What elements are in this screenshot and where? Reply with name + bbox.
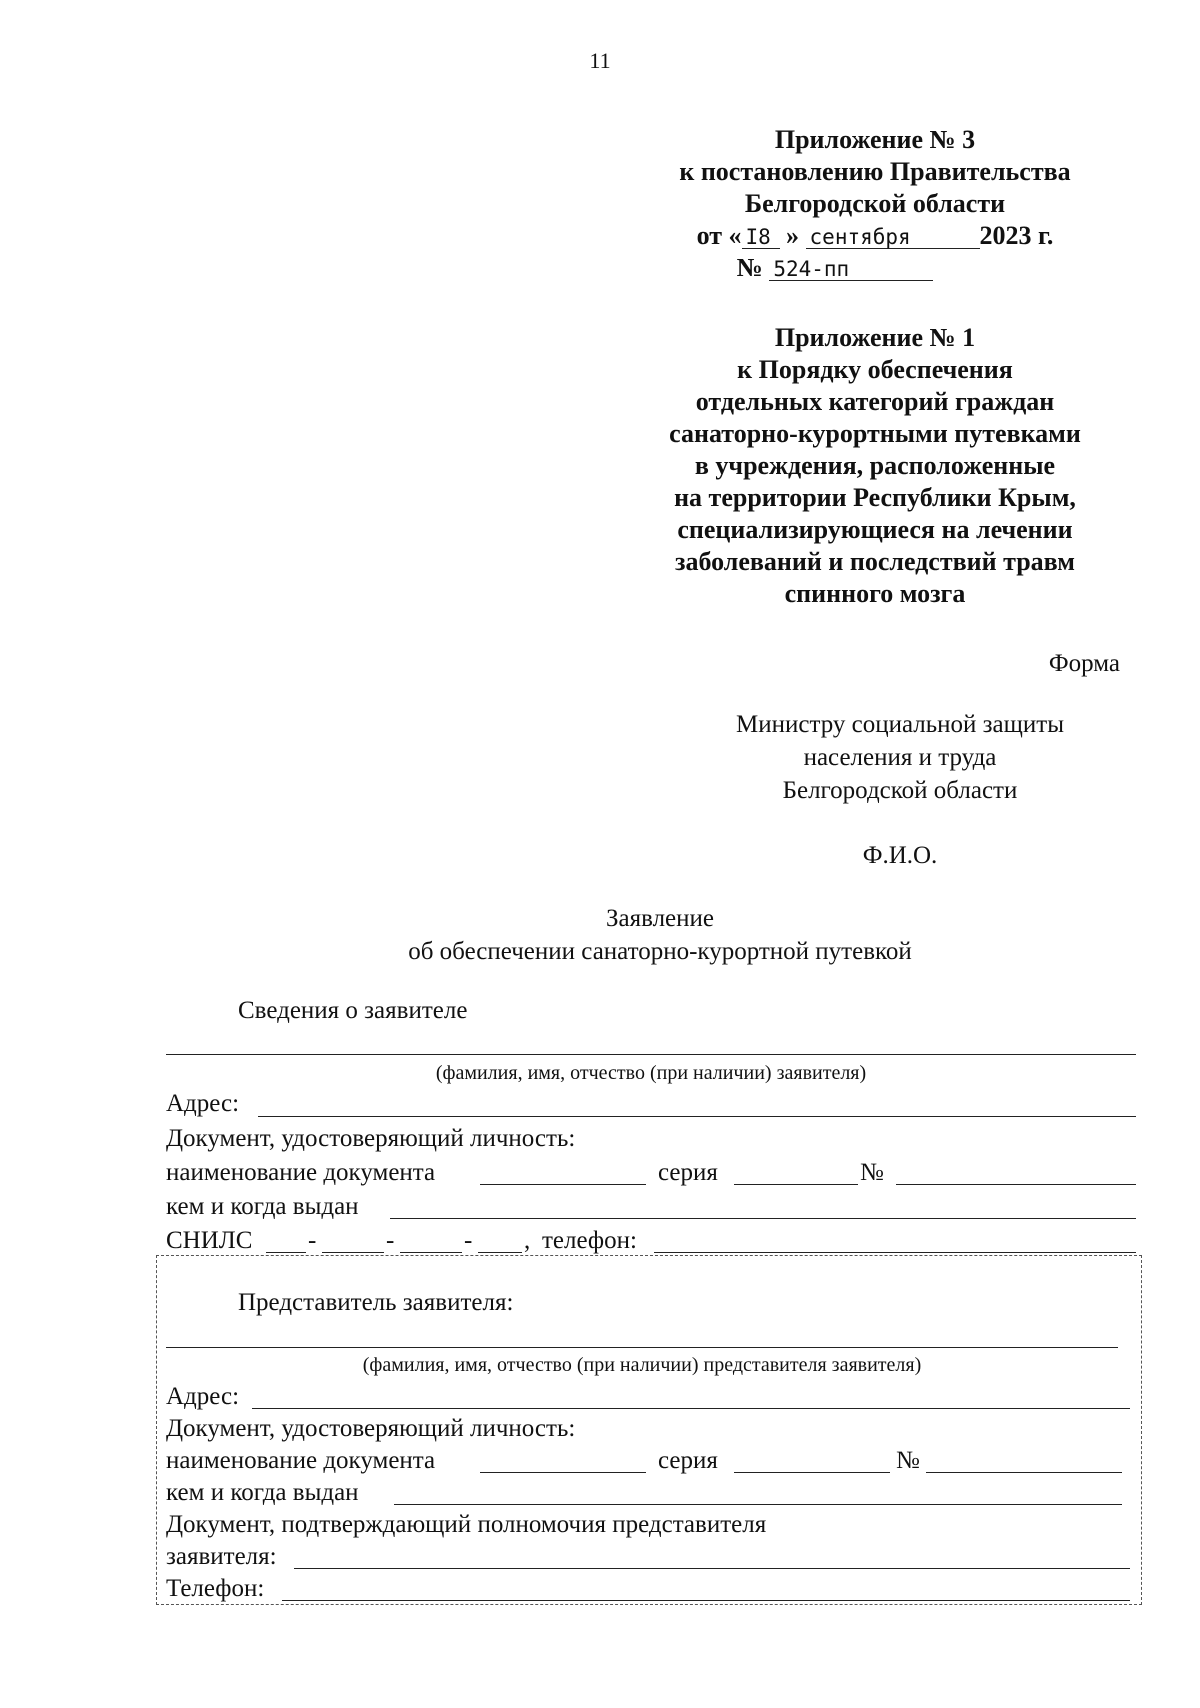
- snils-dash: -: [308, 1227, 317, 1254]
- snils-part-2[interactable]: [322, 1252, 384, 1253]
- snils-part-3[interactable]: [400, 1252, 462, 1253]
- appendix-1-line: в учреждения, расположенные: [694, 451, 1056, 480]
- appendix-1-line: Приложение № 1: [774, 323, 976, 352]
- appendix-3-number-line: [640, 252, 1110, 284]
- applicant-doc-name-label: наименование документа: [166, 1159, 436, 1186]
- representative-doc-name-label: наименование документа: [166, 1447, 436, 1474]
- applicant-id-doc-label: Документ, удостоверяющий личность:: [166, 1125, 576, 1152]
- representative-name-field[interactable]: [166, 1347, 1118, 1348]
- appendix-3-line: Белгородской области: [744, 189, 1006, 218]
- date-month-field[interactable]: сентября: [806, 226, 980, 249]
- representative-authority-label-cont: заявителя:: [166, 1543, 277, 1570]
- applicant-series-field[interactable]: [734, 1184, 858, 1185]
- applicant-name-field[interactable]: [166, 1054, 1136, 1055]
- addressee-line: Министру социальной защиты: [736, 711, 1064, 738]
- applicant-name-caption: (фамилия, имя, отчество (при наличии) заявителя): [435, 1062, 867, 1084]
- snils-dash: -: [386, 1227, 395, 1254]
- representative-address-label: Адрес:: [166, 1383, 240, 1410]
- form-label: Форма: [1048, 650, 1120, 677]
- representative-address-field[interactable]: [252, 1408, 1130, 1409]
- applicant-issued-field[interactable]: [390, 1218, 1136, 1219]
- appendix-3-line: к постановлению Правительства: [679, 157, 1071, 186]
- representative-authority-label: Документ, подтверждающий полномочия представителя: [166, 1511, 767, 1538]
- representative-doc-name-field[interactable]: [480, 1472, 646, 1473]
- appendix-1-line: отдельных категорий граждан: [695, 387, 1055, 416]
- snils-comma: ,: [524, 1227, 531, 1254]
- date-year: 2023 г.: [979, 221, 1054, 250]
- representative-phone-label: Телефон:: [166, 1575, 265, 1602]
- appendix-3-header: [640, 124, 1110, 284]
- addressee-line: населения и труда: [803, 744, 997, 771]
- appendix-3-date-line: [640, 220, 1110, 252]
- applicant-number-label: №: [860, 1159, 884, 1186]
- representative-issued-label: кем и когда выдан: [166, 1479, 359, 1506]
- date-prefix: от «: [696, 221, 742, 250]
- applicant-doc-name-field[interactable]: [480, 1184, 646, 1185]
- title-line: об обеспечении санаторно-курортной путевкой: [408, 938, 912, 965]
- representative-heading: Представитель заявителя:: [238, 1289, 514, 1316]
- applicant-snils-label: СНИЛС: [166, 1227, 253, 1254]
- applicant-issued-label: кем и когда выдан: [166, 1193, 359, 1220]
- appendix-1-line: специализирующиеся на лечении: [677, 515, 1073, 544]
- snils-dash: -: [464, 1227, 473, 1254]
- appendix-1-header: [640, 322, 1110, 610]
- representative-phone-field[interactable]: [282, 1600, 1130, 1601]
- applicant-address-label: Адрес:: [166, 1090, 240, 1117]
- applicant-heading: Сведения о заявителе: [238, 997, 468, 1024]
- addressee-line: Белгородской области: [782, 777, 1018, 804]
- representative-series-field[interactable]: [734, 1472, 890, 1473]
- addressee-block: [700, 708, 1100, 807]
- snils-part-4[interactable]: [478, 1252, 522, 1253]
- date-mid: »: [786, 221, 800, 250]
- representative-number-field[interactable]: [926, 1472, 1122, 1473]
- applicant-phone-field[interactable]: [654, 1252, 1136, 1253]
- representative-series-label: серия: [658, 1447, 718, 1474]
- appendix-3-line: Приложение № 3: [774, 125, 976, 154]
- appendix-1-line: заболеваний и последствий травм: [675, 547, 1075, 576]
- date-day-field[interactable]: I8: [742, 226, 780, 249]
- snils-part-1[interactable]: [266, 1252, 306, 1253]
- applicant-phone-label: телефон:: [542, 1227, 637, 1254]
- page-number: 11: [589, 48, 611, 73]
- applicant-number-field[interactable]: [896, 1184, 1136, 1185]
- decree-number-field[interactable]: 524-пп: [769, 258, 933, 281]
- document-title: [280, 902, 1040, 968]
- applicant-address-field[interactable]: [258, 1116, 1136, 1117]
- representative-issued-field[interactable]: [394, 1504, 1122, 1505]
- representative-name-caption: (фамилия, имя, отчество (при наличии) представителя заявителя): [362, 1354, 922, 1376]
- representative-authority-field[interactable]: [294, 1568, 1130, 1569]
- title-line: Заявление: [605, 905, 715, 932]
- appendix-1-line: к Порядку обеспечения: [737, 355, 1013, 384]
- number-prefix: №: [736, 253, 763, 282]
- addressee-fio: Ф.И.О.: [862, 842, 938, 869]
- representative-id-doc-label: Документ, удостоверяющий личность:: [166, 1415, 576, 1442]
- appendix-1-line: санаторно-курортными путевками: [669, 419, 1081, 448]
- appendix-1-line: на территории Республики Крым,: [674, 483, 1076, 512]
- applicant-series-label: серия: [658, 1159, 718, 1186]
- appendix-1-line: спинного мозга: [784, 579, 966, 608]
- representative-number-label: №: [896, 1447, 920, 1474]
